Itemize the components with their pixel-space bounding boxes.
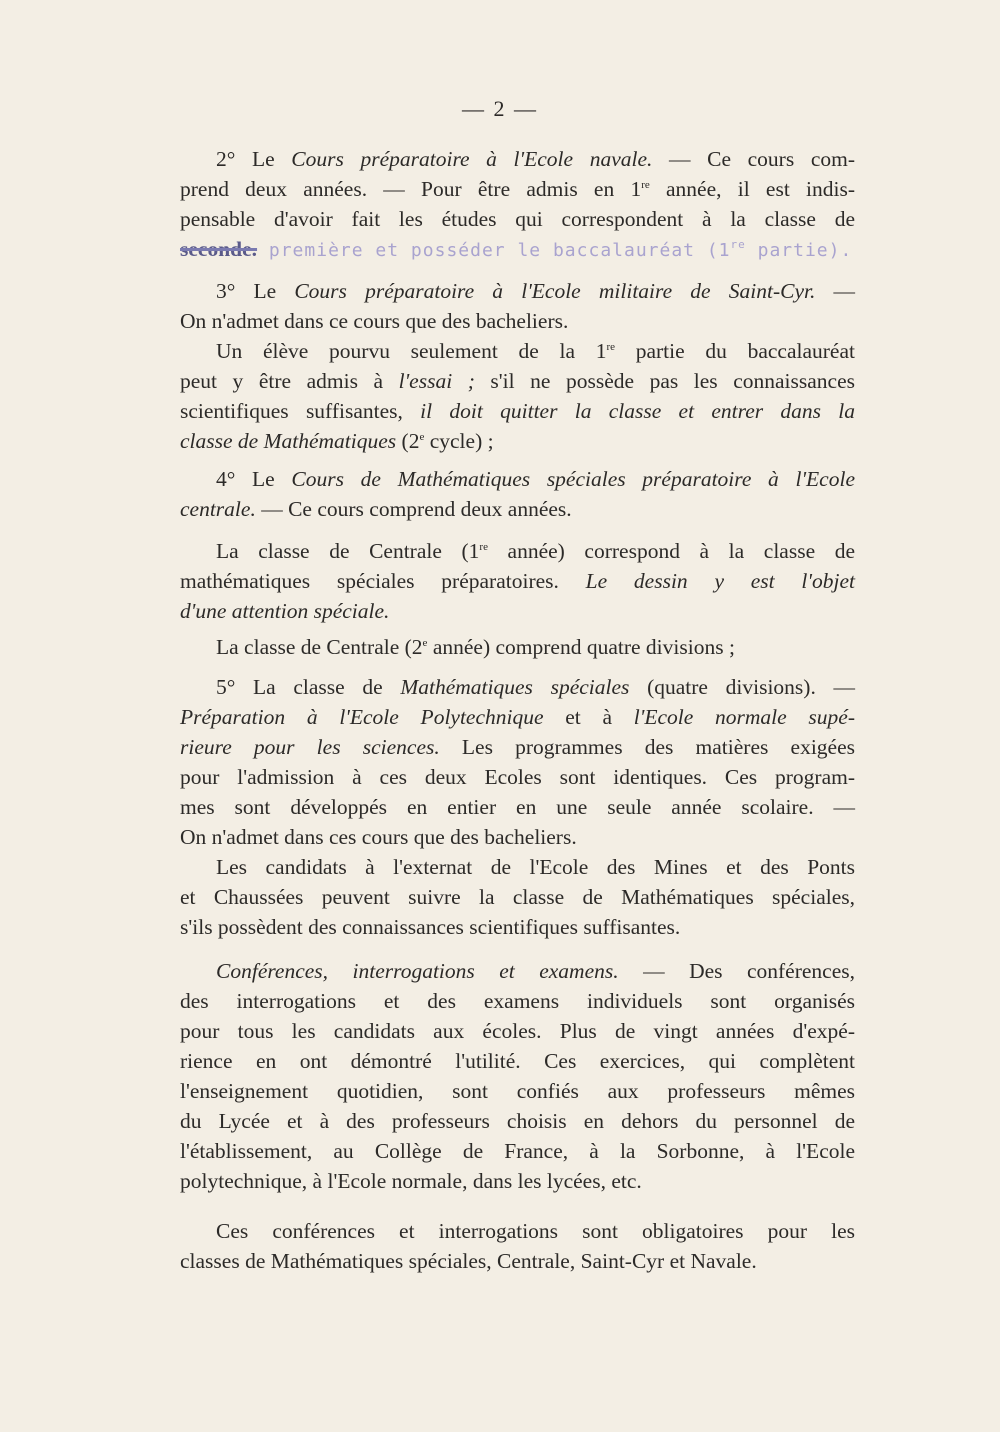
paragraph-line: pour tous les candidats aux écoles. Plus de vingt années d'expé- bbox=[180, 1019, 855, 1043]
paragraph-line: du Lycée et à des professeurs choisis en dehors du personnel de bbox=[180, 1109, 855, 1133]
section-centrale bbox=[180, 464, 855, 662]
section-ecole-navale bbox=[180, 144, 855, 264]
paragraph-line: Ces conférences et interrogations sont obligatoires pour les bbox=[216, 1219, 855, 1243]
paragraph-line: 4° Le Cours de Mathématiques spéciales préparatoire à l'Ecole bbox=[216, 467, 855, 491]
paragraph-line: classe de Mathématiques (2e cycle) ; bbox=[180, 429, 494, 453]
paragraph-line bbox=[180, 234, 855, 264]
paragraph-line: La classe de Centrale (2e année) comprend quatre divisions ; bbox=[216, 635, 735, 659]
page-number: — 2 — bbox=[462, 96, 538, 121]
paragraph-line: s'ils possèdent des connaissances scientifiques suffisantes. bbox=[180, 915, 681, 939]
section-final bbox=[180, 1216, 855, 1276]
paragraph-line: rieure pour les sciences. Les programmes des matières exigées bbox=[180, 735, 855, 759]
paragraph-line: pour l'admission à ces deux Ecoles sont identiques. Ces program- bbox=[180, 765, 855, 789]
paragraph-line: polytechnique, à l'Ecole normale, dans les lycées, etc. bbox=[180, 1169, 642, 1193]
paragraph-line: peut y être admis à l'essai ; s'il ne possède pas les connaissances bbox=[180, 369, 855, 393]
paragraph-line: On n'admet dans ce cours que des bacheliers. bbox=[180, 309, 569, 333]
stamped-correction: première et posséder le baccalauréat (1re partie). bbox=[257, 238, 853, 261]
paragraph-line: l'enseignement quotidien, sont confiés aux professeurs mêmes bbox=[180, 1079, 855, 1103]
paragraph-line: des interrogations et des examens individuels sont organisés bbox=[180, 989, 855, 1013]
paragraph-line: 3° Le Cours préparatoire à l'Ecole militaire de Saint-Cyr. — bbox=[216, 279, 855, 303]
struck-word: seconde. bbox=[180, 237, 258, 261]
paragraph-line: mes sont développés en entier en une seule année scolaire. — bbox=[180, 795, 855, 819]
paragraph-line: centrale. — Ce cours comprend deux années. bbox=[180, 497, 572, 521]
section-conferences bbox=[180, 956, 855, 1196]
paragraph-line: 2° Le Cours préparatoire à l'Ecole navale. — Ce cours com- bbox=[216, 147, 856, 171]
paragraph-line: d'une attention spéciale. bbox=[180, 599, 390, 623]
paragraph-line: Conférences, interrogations et examens. — Des conférences, bbox=[216, 959, 856, 983]
paragraph-line: scientifiques suffisantes, il doit quitter la classe et entrer dans la bbox=[180, 399, 856, 423]
paragraph-line: l'établissement, au Collège de France, à la Sorbonne, à l'Ecole bbox=[180, 1139, 855, 1163]
paragraph-line: On n'admet dans ces cours que des bacheliers. bbox=[180, 825, 577, 849]
paragraph-line: rience en ont démontré l'utilité. Ces exercices, qui complètent bbox=[180, 1049, 855, 1073]
section-saint-cyr bbox=[180, 276, 855, 456]
paragraph-line: classes de Mathématiques spéciales, Centrale, Saint-Cyr et Navale. bbox=[180, 1249, 757, 1273]
paragraph-line: mathématiques spéciales préparatoires. Le dessin y est l'objet bbox=[180, 569, 855, 593]
paragraph-line: 5° La classe de Mathématiques spéciales (quatre divisions). — bbox=[216, 675, 855, 699]
paragraph-line: et Chaussées peuvent suivre la classe de Mathématiques spéciales, bbox=[180, 885, 855, 909]
paragraph-line: pensable d'avoir fait les études qui correspondent à la classe de bbox=[180, 207, 855, 231]
paragraph-line: prend deux années. — Pour être admis en 1re année, il est indis- bbox=[180, 177, 855, 201]
paragraph-line: Un élève pourvu seulement de la 1re partie du baccalauréat bbox=[216, 339, 855, 363]
paragraph-line: Les candidats à l'externat de l'Ecole des Mines et des Ponts bbox=[216, 855, 855, 879]
paragraph-line: Préparation à l'Ecole Polytechnique et à l'Ecole normale supé- bbox=[180, 705, 855, 729]
section-mathematiques-speciales bbox=[180, 672, 855, 942]
paragraph-line: La classe de Centrale (1re année) correspond à la classe de bbox=[216, 539, 855, 563]
